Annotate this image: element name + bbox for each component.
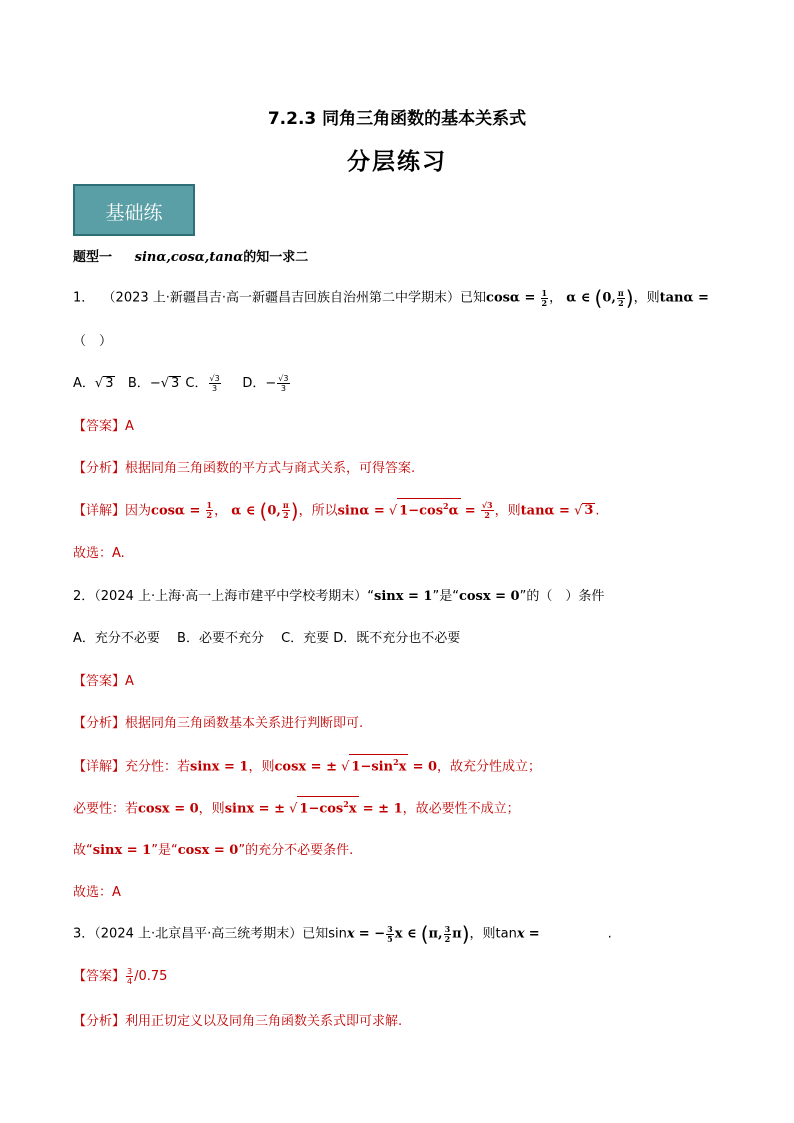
q1-detail: 【详解】因为cosα = $\frac{1}{2}$ ， α ∈ (0, $\frac{\pi}{2}$ )，所以sinα = √ $1-\cos^2\alpha$ = $\frac{√3}{2}$ ，则tanα = √ 3 .	[73, 498, 600, 523]
q3-x-in: x ∈	[394, 926, 417, 942]
q1-detail-sin: sinα =	[337, 503, 385, 519]
q2-nec-root-b: x	[348, 801, 357, 817]
q1-opt-c-d: 3	[212, 384, 218, 393]
q2-options: A．充分不必要 B．必要不充分 C．充要 D．既不充分也不必要	[73, 631, 461, 646]
q2-nec-end: ，故必要性不成立；	[402, 801, 520, 817]
q2-answer	[73, 670, 134, 689]
q3-tan-x: x	[516, 926, 525, 942]
q2-detail-necessity: 必要性：若cosx = 0，则sinx = ± √ $1-\cos^2x$ = ± 1，故必要性不成立；	[73, 796, 520, 816]
q2-analysis-label: 【分析】	[73, 716, 126, 731]
q2-concl-cos: cosx = 0	[177, 843, 239, 858]
q3-ans-n: 3	[127, 967, 133, 976]
q3-x: x	[346, 926, 355, 942]
section-badge-label: 基础练	[105, 202, 163, 224]
q3-text: 3．（2024 上·北京昌平·高三统考期末）已知	[73, 926, 329, 942]
q3-frac-d: 5	[387, 933, 393, 944]
q1-tan: tanα =	[659, 290, 709, 306]
q3-blank-end: .	[607, 926, 612, 942]
q2-conclusion: 故选：A	[73, 885, 121, 900]
q1-analysis-label: 【分析】	[73, 461, 126, 476]
q2-suff-sin: sinx = 1	[190, 759, 249, 775]
q1-detail-frac-n: 1	[206, 500, 213, 511]
q1-opt-b: 3	[171, 376, 180, 391]
q1-detail-label: 【详解】	[73, 503, 126, 519]
q1-detail-root-a: 1−cos	[399, 503, 444, 519]
q2-nec-root-a: 1−cos	[299, 801, 344, 817]
q2-suff-then: ，则	[248, 759, 275, 775]
q1-detail-int-a: 0,	[267, 503, 281, 519]
q3-tan: tan	[495, 926, 517, 942]
q2-detail-sufficiency: 【详解】充分性：若sinx = 1，则cosx = ± √ $1-\sin^2x = 0$，故充分性成立；	[73, 754, 541, 774]
document-subtitle: 分层练习	[347, 149, 447, 175]
q3-answer	[73, 965, 167, 986]
q3-eq: =	[528, 926, 540, 942]
q2-tail: ”的（ ）条件	[519, 589, 605, 604]
document-title: 7.2.3 同角三角函数的基本关系式	[267, 109, 527, 129]
q2-suff-root-a: 1−sin	[351, 759, 394, 775]
section-badge	[73, 184, 195, 236]
q3-int-pi2: π	[452, 926, 462, 942]
q2-suff-text: 充分性：若	[125, 759, 191, 775]
q2-suff-end: ，故充分性成立；	[437, 759, 542, 775]
q1-mid: ，	[549, 290, 563, 306]
q1-opt-d-label: D．	[242, 376, 266, 391]
q1-tail: ，则	[633, 290, 660, 306]
q1-alpha-in: α ∈	[566, 290, 591, 306]
q1-opt-c: $\frac{√3}{3}$	[209, 374, 220, 393]
q1-detail-cos: cosα =	[151, 503, 201, 519]
q1-detail-alpha: α ∈	[231, 503, 256, 519]
q3-tail: ，则	[469, 926, 496, 942]
q2-concl-sin: sinx = 1	[92, 843, 152, 858]
q3-int-frac	[444, 925, 452, 944]
type-heading-suffix: 的知一求二	[243, 250, 309, 265]
q2-nec-sin: sinx = ±	[224, 801, 285, 817]
q3-analysis	[73, 1010, 402, 1029]
q2-sin1: sinx = 1	[374, 589, 433, 604]
q2-answer-label: 【答案】	[73, 674, 126, 689]
q1-opt-a-label: A．	[73, 376, 95, 391]
q2-text: 2．（2024 上·上海·高一上海市建平中学校考期末）“	[73, 589, 374, 604]
q3-sin: sin	[328, 926, 347, 942]
q3-int-d: 2	[444, 933, 451, 944]
q1-detail-frac-d: 2	[206, 510, 213, 521]
q1-frac-d: 2	[541, 297, 548, 308]
q3-int-pi: π,	[428, 926, 443, 942]
q1-answer-value: A	[125, 419, 134, 434]
q1-detail-root-b: α	[448, 503, 459, 519]
type-heading	[73, 246, 308, 265]
q1-frac-n: 1	[541, 287, 548, 298]
type-heading-math: sinα,cosα,tanα	[134, 250, 244, 265]
q1-opt-b-label: B．	[127, 376, 150, 391]
q1-detail-tan: tanα =	[520, 503, 570, 519]
q1-int-frac	[617, 289, 625, 308]
q1-answer-label: 【答案】	[73, 419, 126, 434]
q1-opt-d: $\frac{√3}{3}$	[278, 374, 289, 393]
q1-detail-eq: =	[464, 503, 476, 519]
q1-detail-int-frac	[282, 501, 290, 520]
q3-frac	[386, 925, 394, 944]
q2-cos0: cosx = 0	[458, 589, 520, 604]
q1-options: A．√ 3 B．−√ 3 C． $\frac{√3}{3}$ D．− $\frac{√3}{3}$	[73, 374, 289, 393]
q1-detail-root: $1-\cos^2\alpha$	[397, 498, 460, 518]
q2-suff-cos: cosx = ±	[274, 759, 337, 775]
q1-detail-int-d: 2	[283, 510, 289, 521]
q1-int-d: 2	[618, 297, 624, 308]
q1-detail-because: 因为	[125, 503, 152, 519]
q2-suff-root: $1-\sin^2x$	[349, 754, 408, 774]
q1-detail-then: ，则	[494, 503, 521, 519]
q1-detail-end: .	[595, 503, 600, 519]
q2-nec-cos: cosx = 0	[138, 801, 199, 817]
q2-answer-value: A	[125, 674, 134, 689]
q1-answer	[73, 415, 134, 434]
q3-answer-label: 【答案】	[73, 969, 126, 984]
q3-int-n: 3	[444, 923, 451, 934]
q1-detail-sin-frac: $\frac{√3}{2}$	[481, 500, 493, 521]
type-heading-prefix: 题型一	[73, 250, 113, 265]
q2-analysis	[73, 712, 363, 731]
q3-ans-tail: /0.75	[134, 969, 168, 984]
q2-concl-c: ”的充分不必要条件.	[238, 843, 354, 858]
q2-analysis-text: 根据同角三角函数基本关系进行判断即可.	[125, 716, 364, 731]
q1-opt-d-d: 3	[280, 384, 286, 393]
q1-opt-a: 3	[105, 376, 114, 391]
q3-analysis-label: 【分析】	[73, 1014, 126, 1029]
q3-analysis-text: 利用正切定义以及同角三角函数关系式即可求解.	[125, 1014, 403, 1029]
q2-mid: ”是“	[432, 589, 459, 604]
q2-nec-then: ，则	[198, 801, 225, 817]
q2-suff-eq: = 0	[412, 759, 438, 775]
q1-number: 1．	[73, 290, 95, 306]
q1-detail-mid: ，	[214, 503, 228, 519]
question-1: 1． （2023 上·新疆昌吉·高一新疆昌吉回族自治州第二中学期末）已知cosα = $\frac{1}{2}$ ， α ∈ (0, $\frac{\pi}{2}$ )，则tanα =	[73, 286, 709, 310]
q1-opt-d-n: 3	[283, 374, 289, 383]
q2-concl-b: ”是“	[151, 843, 178, 858]
q1-analysis	[73, 457, 415, 476]
q3-eq-neg: = −	[358, 926, 386, 942]
q1-conclusion: 故选：A.	[73, 546, 125, 561]
q1-detail-int-n: π	[282, 500, 289, 511]
q1-source: （2023 上·新疆昌吉·高一新疆昌吉回族自治州第二中学期末）已知	[102, 290, 487, 306]
q3-ans-d: 4	[127, 977, 133, 986]
question-2	[73, 585, 604, 604]
q1-cos: cosα =	[486, 290, 536, 306]
q1-opt-c-label: C．	[185, 376, 208, 391]
question-3: 3．（2024 上·北京昌平·高三统考期末）已知sinx = − $\frac{3}{5}$ x ∈ (π, $\frac{3}{2}$ π)，则tanx = .	[73, 922, 612, 946]
q1-int-a: 0,	[602, 290, 616, 306]
q2-nec-text: 必要性：若	[73, 801, 139, 817]
q2-nec-root: $1-\cos^2x$	[297, 796, 358, 816]
q3-frac-n: 3	[387, 923, 393, 934]
q3-answer-frac	[126, 967, 133, 986]
q1-int-n: π	[617, 287, 624, 298]
q1-analysis-text: 根据同角三角函数的平方式与商式关系，可得答案.	[125, 461, 416, 476]
q1-frac	[541, 289, 549, 308]
q1-opt-c-n: 3	[214, 374, 220, 383]
q2-suff-root-b: x	[398, 759, 407, 775]
q2-nec-eq: = ± 1	[362, 801, 403, 817]
q1-paren: （ ）	[73, 334, 113, 349]
q1-detail-so: ，所以	[298, 503, 338, 519]
q2-detail-label: 【详解】	[73, 759, 126, 775]
q2-detail-conclusion	[73, 839, 353, 858]
q2-concl-a: 故“	[73, 843, 93, 858]
q1-detail-frac	[206, 501, 214, 520]
